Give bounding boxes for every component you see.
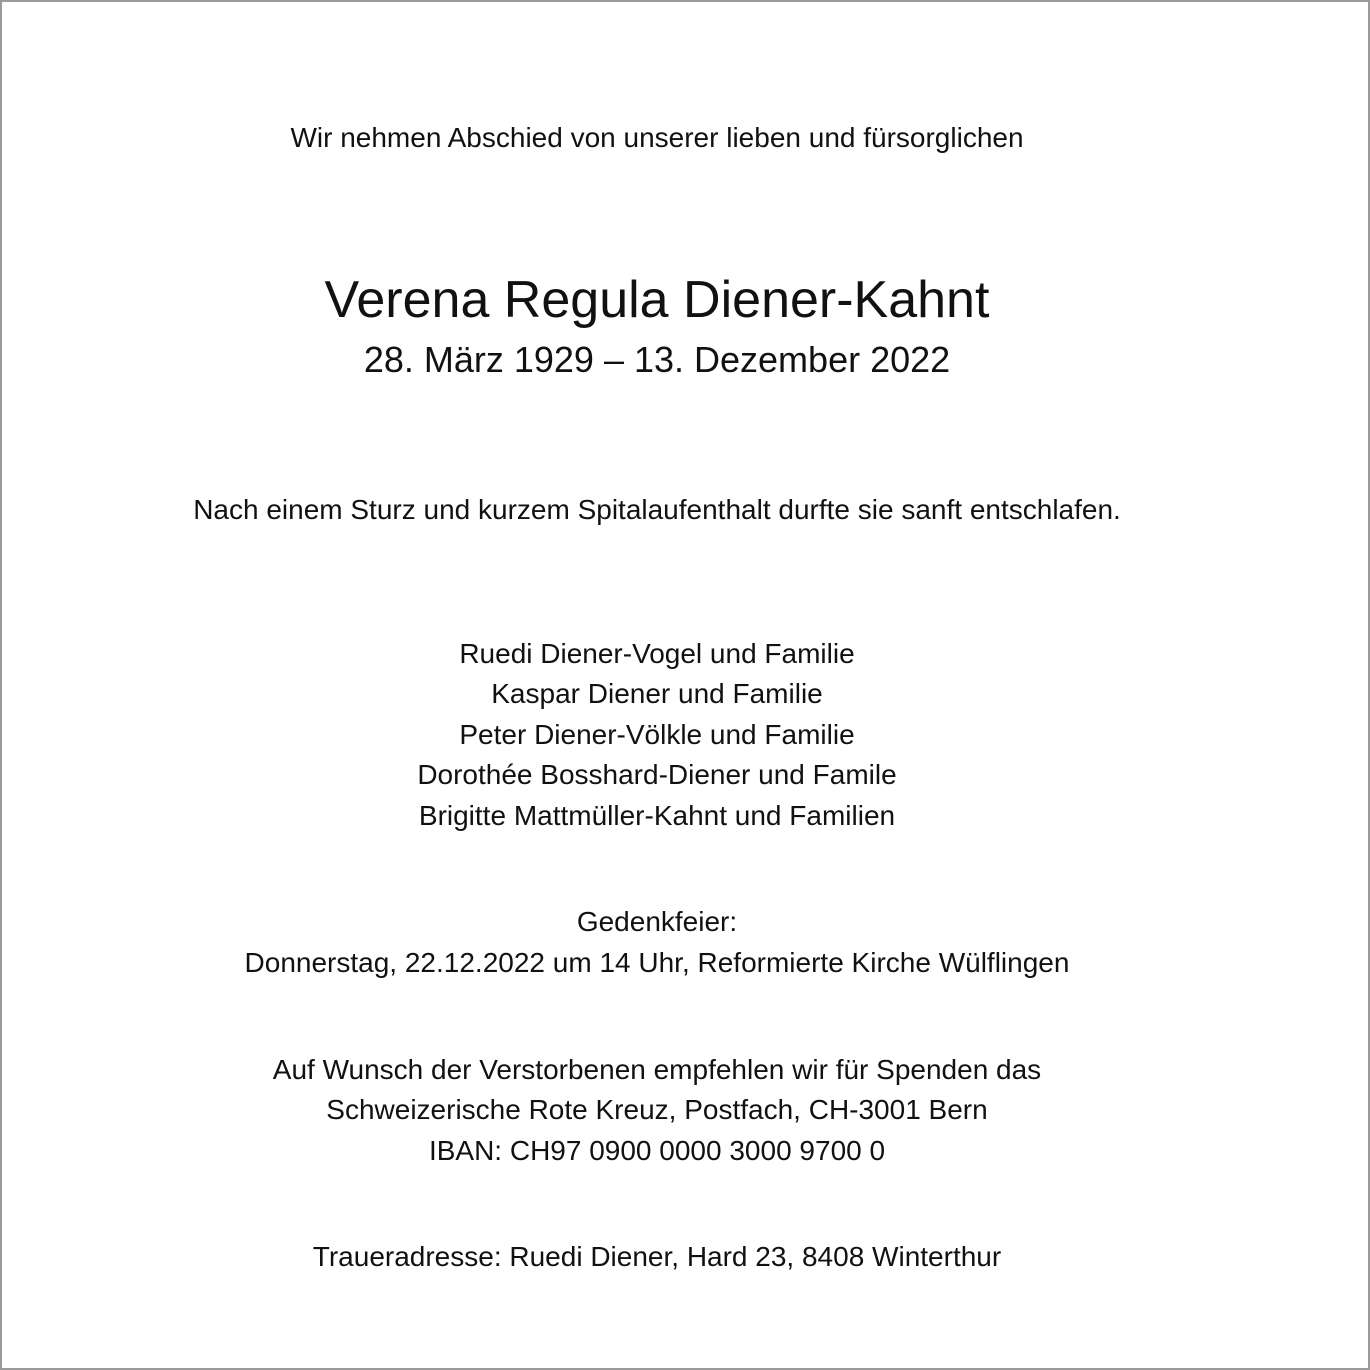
memorial-heading: Gedenkfeier:: [576, 906, 738, 937]
mourning-address: Traueradresse: Ruedi Diener, Hard 23, 8408 Winterthur: [312, 1241, 1002, 1272]
passing-message: Nach einem Sturz und kurzem Spitalaufenthalt durfte sie sanft entschlafen.: [193, 494, 1121, 525]
donation-line-1: Auf Wunsch der Verstorbenen empfehlen wir für Spenden das: [272, 1054, 1042, 1085]
mourner-1: Ruedi Diener-Vogel und Familie: [459, 638, 855, 669]
mourner-5: Brigitte Mattmüller-Kahnt und Familien: [418, 800, 896, 831]
mourner-3: Peter Diener-Völkle und Familie: [459, 719, 855, 750]
deceased-name: Verena Regula Diener-Kahnt: [324, 271, 990, 329]
mourner-4: Dorothée Bosshard-Diener und Famile: [417, 759, 897, 790]
intro-text: Wir nehmen Abschied von unserer lieben und fürsorglichen: [290, 122, 1024, 153]
donation-line-2: Schweizerische Rote Kreuz, Postfach, CH-3001 Bern: [326, 1094, 988, 1125]
memorial-details: Donnerstag, 22.12.2022 um 14 Uhr, Reformierte Kirche Wülflingen: [244, 947, 1070, 978]
life-dates: 28. März 1929 – 13. Dezember 2022: [363, 339, 951, 380]
donation-iban: IBAN: CH97 0900 0000 3000 9700 0: [428, 1135, 886, 1166]
mourner-2: Kaspar Diener und Familie: [491, 678, 823, 709]
